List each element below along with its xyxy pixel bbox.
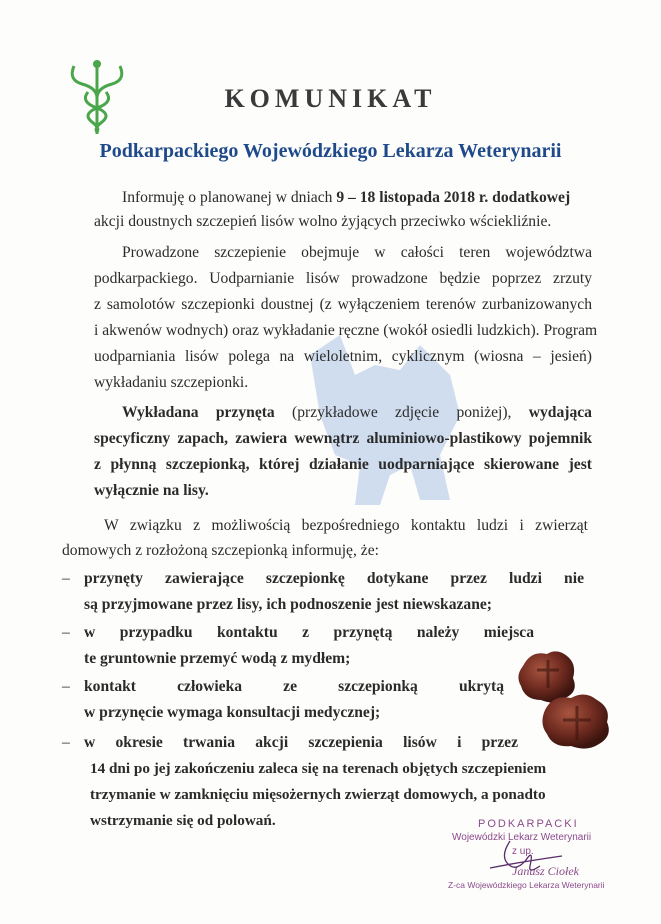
bullet-1-line-1: przynęty zawierające szczepionkę dotykane przez ludzi nie	[84, 570, 584, 587]
paragraph-3-line-1	[122, 404, 592, 422]
stamp-line-4: Z-ca Wojewódzkiego Lekarza Weterynarii	[448, 880, 605, 890]
date-range: 9 – 18 listopada 2018 r. dodatkowej	[336, 189, 571, 206]
photo-note: (przykładowe zdjęcie poniżej),	[292, 404, 512, 421]
bullet-1-line-2: są przyjmowane przez lisy, ich podnoszenie jest niewskazane;	[84, 596, 493, 613]
bullet-3-line-1: kontakt człowieka ze szczepionką ukrytą	[84, 678, 504, 695]
paragraph-2-line-3: z samolotów szczepionki doustnej (z wyłączeniem terenów zurbanizowanych	[94, 296, 592, 313]
paragraph-2-line-6: wykładaniu szczepionki.	[94, 374, 249, 391]
bullet-4-line-1: w okresie trwania akcji szczepienia lisów i przez	[84, 734, 518, 751]
stamp-line-1: PODKARPACKI	[478, 818, 579, 830]
paragraph-4-line-2: domowych z rozłożoną szczepionką informuję, że:	[62, 542, 379, 559]
vaccine-bait-icon	[515, 648, 615, 750]
bullet-4-line-4: wstrzymanie się od polowań.	[90, 812, 276, 829]
stamp-line-3: z up.	[512, 846, 534, 857]
stamp-line-2: Wojewódzki Lekarz Weterynarii	[452, 832, 592, 843]
paragraph-2-line-2: podkarpackiego. Uodparnianie lisów prowadzone będzie poprzez zrzuty	[94, 270, 592, 287]
bullet-2-line-2: te gruntownie przemyć wodą z mydłem;	[84, 650, 351, 667]
bullet-3-line-2: w przynęcie wymaga konsultacji medycznej;	[84, 704, 381, 721]
signature	[470, 836, 570, 876]
bullet-2-line-1: w przypadku kontaktu z przynętą należy miejsca	[84, 624, 534, 641]
paragraph-3-line-4: wyłącznie na lisy.	[94, 482, 209, 499]
bullet-dash: –	[62, 734, 70, 751]
paragraph-3-line-2: specyficzny zapach, zawiera wewnątrz aluminiowo-plastikowy pojemnik	[94, 430, 592, 447]
bullet-4-line-3: trzymanie w zamknięciu mięsożernych zwierząt domowych, a ponadto	[90, 786, 546, 803]
bullet-dash: –	[62, 678, 70, 695]
bullet-dash: –	[62, 624, 70, 641]
text: Informuję o planowanej w dniach	[122, 189, 337, 206]
paragraph-3-line-3: z płynną szczepionką, której działanie uodparniające skierowane jest	[94, 456, 592, 473]
paragraph-1-line-1	[122, 189, 592, 207]
bold-word: wydająca	[528, 404, 592, 421]
page-title: KOMUNIKAT	[224, 84, 437, 113]
bullet-4-line-2: 14 dni po jej zakończeniu zaleca się na terenach objętych szczepieniem	[90, 760, 547, 777]
paragraph-4-line-1: W związku z możliwością bezpośredniego kontaktu ludzi i zwierząt	[104, 517, 588, 534]
stamp-name: Janusz Ciołek	[512, 864, 579, 878]
bullet-dash: –	[62, 570, 70, 587]
paragraph-2-line-5: uodparniania lisów polega na wieloletnim, cyklicznym (wiosna – jesień)	[94, 348, 592, 365]
bold-lead: Wykładana przynęta	[122, 404, 275, 421]
paragraph-2-line-1: Prowadzone szczepienie obejmuje w całości teren województwa	[122, 244, 592, 261]
paragraph-2-line-4: i akwenów wodnych) oraz wykładanie ręczne (wokół osiedli ludzkich). Program	[94, 322, 598, 339]
page-subtitle: Podkarpackiego Wojewódzkiego Lekarza Weterynarii	[99, 140, 562, 162]
paragraph-1-line-2: akcji doustnych szczepień lisów wolno żyjących przeciwko wściekliźnie.	[94, 213, 552, 230]
